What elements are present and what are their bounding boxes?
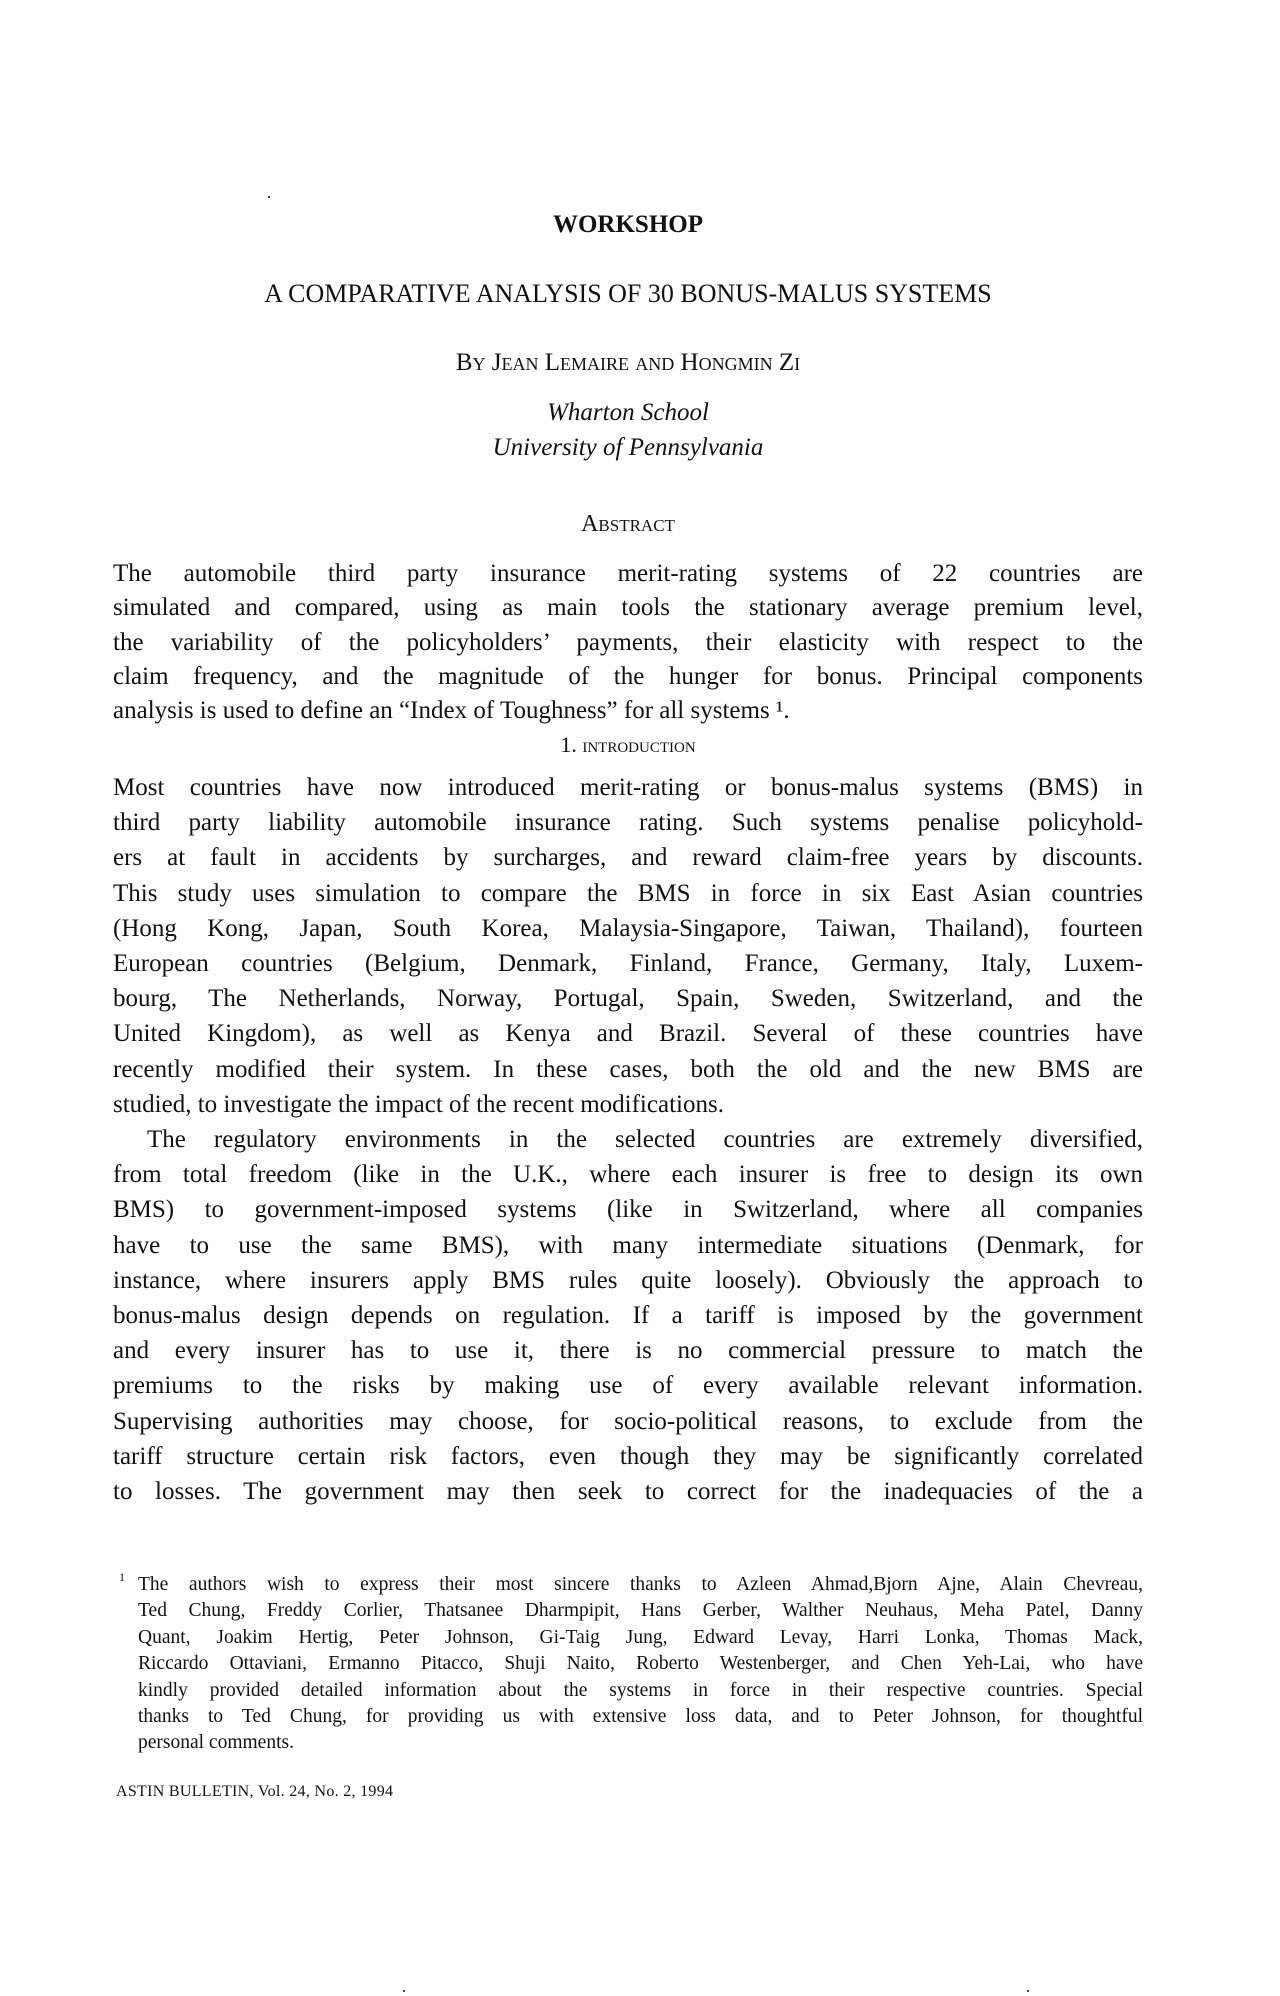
paragraph-line: European countries (Belgium, Denmark, Finland, France, Germany, Italy, Luxem- [113,950,1143,977]
paragraph-line: recently modified their system. In these cases, both the old and the new BMS are [113,1055,1143,1083]
paragraph-line: from total freedom (like in the U.K., where each insurer is free to design its own [113,1161,1143,1189]
authors-byline: By Jean Lemaire and Hongmin Zi [455,349,801,376]
introduction-heading: 1. introduction [560,732,696,757]
paragraph-line: to losses. The government may then seek to correct for the inadequacies of the a [113,1478,1143,1505]
paragraph-line: Most countries have now introduced merit-rating or bonus-malus systems (BMS) in [113,774,1143,801]
paragraph-line: The regulatory environments in the selected countries are extremely diversified, [147,1126,1143,1153]
abstract-line: The automobile third party insurance merit-rating systems of 22 countries are [113,560,1143,587]
footnote-line: The authors wish to express their most sincere thanks to Azleen Ahmad,Bjorn Ajne, Alain Chevreau, [138,1574,1143,1595]
paragraph-line: and every insurer has to use it, there is no commercial pressure to match the [113,1337,1143,1365]
paragraph-line: This study uses simulation to compare the BMS in force in six East Asian countries [113,879,1143,907]
scan-speck [403,1990,405,1992]
abstract-heading: Abstract [581,511,675,537]
scan-speck [268,196,270,198]
paragraph-line: (Hong Kong, Japan, South Korea, Malaysia-Singapore, Taiwan, Thailand), fourteen [113,914,1143,942]
abstract-line: analysis is used to define an “Index of Toughness” for all systems ¹. [113,697,790,725]
paragraph-line: have to use the same BMS), with many intermediate situations (Denmark, for [113,1231,1143,1259]
journal-citation: ASTIN BULLETIN, Vol. 24, No. 2, 1994 [116,1783,394,1800]
affiliation-school: Wharton School [547,399,709,426]
abstract-line: claim frequency, and the magnitude of the hunger for bonus. Principal components [113,662,1143,690]
paragraph-line: tariff structure certain risk factors, even though they may be significantly correlated [113,1442,1143,1470]
footnote-line: thanks to Ted Chung, for providing us with extensive loss data, and to Peter Johnson, for thoughtful [138,1706,1143,1727]
abstract-line: simulated and compared, using as main tools the stationary average premium level, [113,594,1143,622]
paragraph-line: premiums to the risks by making use of every available relevant information. [113,1372,1143,1400]
footnote-line: Riccardo Ottaviani, Ermanno Pitacco, Shuji Naito, Roberto Westenberger, and Chen Yeh-Lai, who have [138,1653,1143,1675]
paragraph-line: BMS) to government-imposed systems (like in Switzerland, where all companies [113,1196,1143,1224]
paragraph-line: Supervising authorities may choose, for socio-political reasons, to exclude from the [113,1407,1143,1435]
paragraph-line: third party liability automobile insurance rating. Such systems penalise policyhold- [113,809,1143,837]
paragraph-line: bourg, The Netherlands, Norway, Portugal, Spain, Sweden, Switzerland, and the [113,985,1143,1013]
footnote-line: Ted Chung, Freddy Corlier, Thatsanee Dharmpipit, Hans Gerber, Walther Neuhaus, Meha Patel, Danny [138,1600,1143,1622]
footnote-marker: 1 [119,1570,125,1584]
abstract-line: the variability of the policyholders’ payments, their elasticity with respect to the [113,628,1143,656]
paragraph-line: instance, where insurers apply BMS rules quite loosely). Obviously the approach to [113,1266,1143,1294]
paragraph-line: studied, to investigate the impact of the recent modifications. [113,1090,724,1118]
footnote-line: kindly provided detailed information about the systems in force in their respective countries. Special [138,1679,1143,1701]
paragraph-line: bonus-malus design depends on regulation. If a tariff is imposed by the government [113,1302,1143,1329]
footnote-line: personal comments. [138,1732,294,1754]
paper-title: A COMPARATIVE ANALYSIS OF 30 BONUS-MALUS SYSTEMS [264,279,992,308]
paragraph-line: ers at fault in accidents by surcharges, and reward claim-free years by discounts. [113,844,1143,872]
scan-speck [1027,1990,1029,1992]
footnote-line: Quant, Joakim Hertig, Peter Johnson, Gi-Taig Jung, Edward Levay, Harri Lonka, Thomas Mack, [138,1626,1143,1648]
section-label: WORKSHOP [552,211,703,238]
paragraph-line: United Kingdom), as well as Kenya and Brazil. Several of these countries have [113,1020,1143,1048]
affiliation-university: University of Pennsylvania [492,434,764,461]
